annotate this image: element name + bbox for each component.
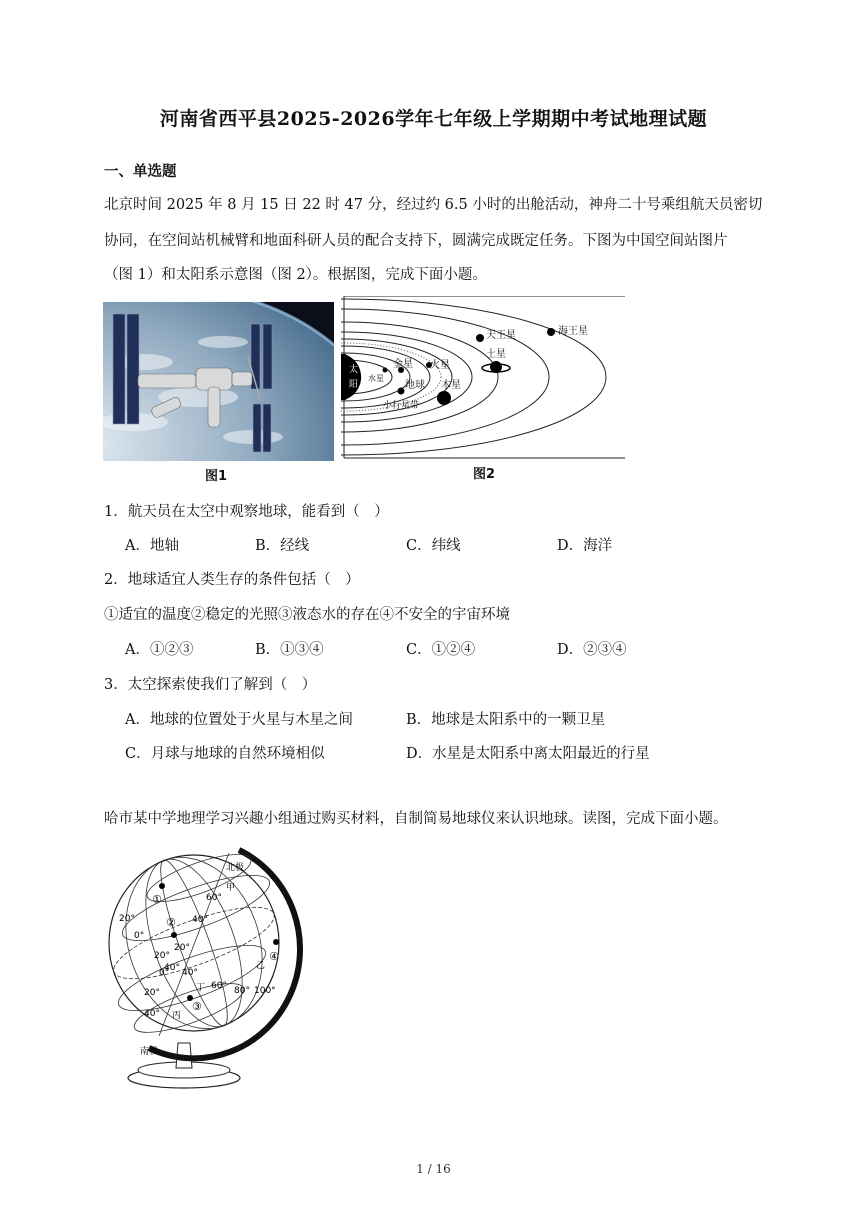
deg-100: 100° [254,986,276,996]
south-pole-label: 南极 [140,1047,159,1057]
q3-option-b[interactable]: B．地球是太阳系中的一颗卫星 [406,712,606,728]
deg-0-a: 0° [134,931,145,941]
point-4-label: ④ [269,950,279,963]
deg-20-c: 20° [154,951,170,961]
deg-40-c: 40° [144,1009,160,1019]
q1-stem: 1．航天员在太空中观察地球，能看到（ ） [104,504,389,520]
point-jia-label: 甲 [226,883,236,893]
asteroid-belt-label: 小行星带 [383,401,420,411]
page-title: 河南省西平县2025-2026学年七年级上学期期中考试地理试题 [159,108,708,130]
deg-40-b: 40° [182,968,198,978]
point-yi-label: 乙 [256,961,266,971]
intro2-paragraph: 哈市某中学地理学习兴趣小组通过购买材料，自制简易地球仪来认识地球。读图，完成下面小题。 [104,811,728,827]
q1-option-b[interactable]: B．经线 [255,538,310,554]
q2-conditions: ①适宜的温度②稳定的光照③液态水的存在④不安全的宇宙环境 [104,607,510,623]
neptune-label: 海王星 [558,326,588,337]
point-3-label: ③ [192,1000,202,1013]
q2-stem: 2．地球适宜人类生存的条件包括（ ） [104,572,360,588]
q3-option-a[interactable]: A．地球的位置处于火星与木星之间 [125,712,353,728]
sun-label-1: 太 [349,365,359,375]
q2-option-d[interactable]: D．②③④ [557,642,627,658]
point-ding-label: 丁 [196,983,206,993]
point-bing-label: 丙 [172,1011,182,1021]
q1-option-c[interactable]: C．纬线 [406,538,461,554]
deg-40-a: 40° [192,915,208,925]
q1-option-a[interactable]: A．地轴 [125,538,179,554]
deg-20-a: 20° [119,914,135,924]
saturn-label: 土星 [486,349,506,360]
intro1-line-1: 北京时间 2025 年 8 月 15 日 22 时 47 分，经过约 6.5 小时的出舱活动，神舟二十号乘组航天员密切 [104,197,763,213]
jupiter-label: 木星 [441,380,461,391]
intro1-line-3: （图 1）和太阳系示意图（图 2）。根据图，完成下面小题。 [104,267,487,283]
uranus-label: 天王星 [486,330,516,341]
q2-option-c[interactable]: C．①②④ [406,642,476,658]
q2-option-b[interactable]: B．①③④ [255,642,324,658]
figure2-caption: 图2 [473,467,496,482]
q3-stem: 3．太空探索使我们了解到（ ） [104,677,317,693]
deg-80: 80° [234,986,250,996]
mercury-label: 水星 [368,374,384,383]
q3-option-c[interactable]: C．月球与地球的自然环境相似 [125,746,325,762]
q3-option-d[interactable]: D．水星是太阳系中离太阳最近的行星 [406,746,650,762]
section-heading: 一、单选题 [104,163,177,180]
q2-option-a[interactable]: A．①②③ [125,642,194,658]
deg-60-a: 60° [206,893,222,903]
mars-label: 火星 [430,360,450,371]
deg-20-d: 20° [144,988,160,998]
solar-system-diagram [341,296,627,460]
q1-option-d[interactable]: D．海洋 [557,538,613,554]
sun-label-2: 阳 [349,380,359,390]
space-station-image [103,302,334,461]
north-pole-label: 北极 [226,863,245,873]
page-number: 1 / 16 [416,1162,451,1176]
point-2-label: ② [166,916,176,929]
deg-20-b: 20° [174,943,190,953]
globe-diagram [104,838,304,1093]
intro1-line-2: 协同，在空间站机械臂和地面科研人员的配合支持下，圆满完成既定任务。下图为中国空间站图片 [104,233,728,249]
deg-0-b: 0° [159,968,170,978]
deg-60-b: 60° [211,981,227,991]
deg-40-d: 40° [164,963,180,973]
earth-label: 地球 [405,380,425,391]
figure1-caption: 图1 [205,469,228,484]
point-1-label: ① [152,893,162,906]
venus-label: 金星 [393,359,413,370]
